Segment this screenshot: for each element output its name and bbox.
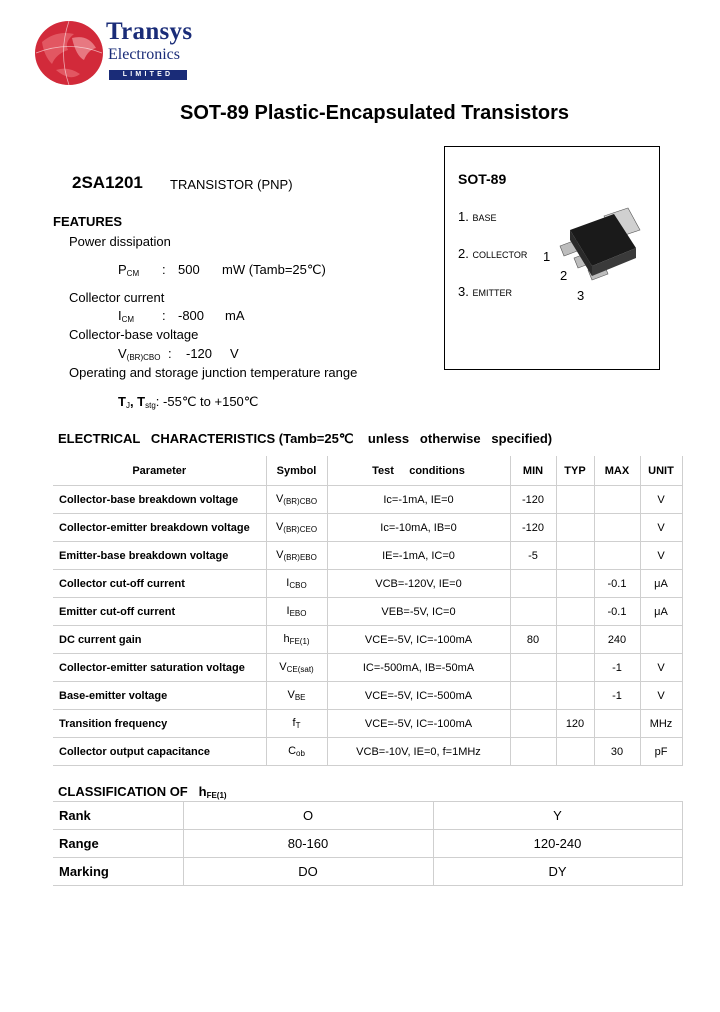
min-cell xyxy=(510,682,556,710)
table-row xyxy=(53,738,682,766)
tj-spec xyxy=(118,394,258,410)
symbol-cell xyxy=(266,682,327,710)
table-row xyxy=(53,598,682,626)
pin-num: 3. xyxy=(458,284,469,299)
unit-cell: V xyxy=(640,486,682,514)
spec-subscript: CM xyxy=(121,315,135,324)
header-parameter: Parameter xyxy=(53,456,266,486)
unit-cell: V xyxy=(640,514,682,542)
vcbo-unit: V xyxy=(230,346,239,361)
symbol-text: V xyxy=(279,661,287,673)
param-cell: Emitter cut-off current xyxy=(53,598,266,626)
class-y-cell: 120-240 xyxy=(433,830,682,858)
company-name: Transys xyxy=(106,18,193,45)
symbol-text: V xyxy=(275,521,284,533)
header-min: MIN xyxy=(510,456,556,486)
pin-name: COLLECTOR xyxy=(472,250,528,260)
collector-base-voltage-label: Collector-base voltage xyxy=(69,327,199,342)
symbol-cell xyxy=(266,542,327,570)
table-row xyxy=(53,542,682,570)
symbol-text: h xyxy=(283,633,290,645)
max-cell xyxy=(594,710,640,738)
document-title: SOT-89 Plastic-Encapsulated Transistors xyxy=(180,102,570,124)
features-heading: FEATURES xyxy=(53,214,123,229)
param-cell: Emitter-base breakdown voltage xyxy=(53,542,266,570)
classification-heading-symbol: h xyxy=(198,784,207,799)
spec-subscript: CM xyxy=(126,269,140,278)
class-label-cell: Marking xyxy=(53,858,183,886)
min-cell xyxy=(510,570,556,598)
symbol-cell xyxy=(266,654,327,682)
param-cell: Transition frequency xyxy=(53,710,266,738)
header-symbol: Symbol xyxy=(266,456,327,486)
symbol-text: f xyxy=(292,717,296,729)
sot89-package-icon xyxy=(540,200,650,300)
pin-3 xyxy=(458,284,512,299)
pcm-spec xyxy=(118,262,139,278)
table-row xyxy=(53,570,682,598)
table-row xyxy=(53,514,682,542)
spec-symbol: P xyxy=(118,262,127,277)
min-cell xyxy=(510,710,556,738)
power-dissipation-label: Power dissipation xyxy=(69,234,171,249)
symbol-subscript: CBO xyxy=(289,581,307,590)
min-cell xyxy=(510,738,556,766)
unit-cell: μA xyxy=(640,598,682,626)
pcm-colon: : xyxy=(162,262,166,277)
spec-symbol: T xyxy=(118,394,126,409)
table-header-row xyxy=(53,456,682,486)
condition-cell: IC=-500mA, IB=-50mA xyxy=(327,654,510,682)
pin-1 xyxy=(458,209,496,224)
condition-cell: Ic=-1mA, IE=0 xyxy=(327,486,510,514)
vcbo-value: -120 xyxy=(186,346,213,361)
icm-value: -800 xyxy=(178,308,205,323)
symbol-cell xyxy=(266,486,327,514)
param-cell: Collector-emitter saturation voltage xyxy=(53,654,266,682)
company-subname: Electronics xyxy=(108,46,180,63)
symbol-subscript: CE(sat) xyxy=(286,665,314,674)
symbol-cell xyxy=(266,710,327,738)
condition-cell: Ic=-10mA, IB=0 xyxy=(327,514,510,542)
max-cell xyxy=(594,486,640,514)
condition-cell: VCE=-5V, IC=-100mA xyxy=(327,710,510,738)
symbol-subscript: BE xyxy=(294,693,306,702)
company-logo-globe-icon xyxy=(34,20,104,86)
pin-label-3: 3 xyxy=(577,288,585,303)
param-cell: Base-emitter voltage xyxy=(53,682,266,710)
symbol-text: V xyxy=(275,493,284,505)
spec-symbol: V xyxy=(118,346,127,361)
table-row xyxy=(53,486,682,514)
part-type: TRANSISTOR (PNP) xyxy=(170,177,293,192)
max-cell xyxy=(594,514,640,542)
unit-cell: V xyxy=(640,682,682,710)
param-cell: Collector-base breakdown voltage xyxy=(53,486,266,514)
symbol-subscript: FE(1) xyxy=(289,637,310,646)
pcm-value: 500 xyxy=(178,262,200,277)
symbol-text: I xyxy=(286,605,290,617)
table-row xyxy=(53,710,682,738)
typ-cell xyxy=(556,626,594,654)
class-o-cell: O xyxy=(183,802,433,830)
unit-cell: V xyxy=(640,542,682,570)
spec-colon: : xyxy=(155,394,160,409)
param-cell: DC current gain xyxy=(53,626,266,654)
symbol-text: C xyxy=(288,745,297,757)
condition-cell: VCB=-120V, IE=0 xyxy=(327,570,510,598)
max-cell: -0.1 xyxy=(594,570,640,598)
condition-cell: IE=-1mA, IC=0 xyxy=(327,542,510,570)
unit-cell xyxy=(640,626,682,654)
company-limited-badge: LIMITED xyxy=(109,70,187,80)
min-cell: -120 xyxy=(510,486,556,514)
symbol-cell xyxy=(266,514,327,542)
package-title: SOT-89 xyxy=(458,171,507,187)
class-y-cell: DY xyxy=(433,858,682,886)
symbol-subscript: EBO xyxy=(289,609,307,618)
typ-cell xyxy=(556,654,594,682)
pin-num: 1. xyxy=(458,209,469,224)
condition-cell: VCE=-5V, IC=-100mA xyxy=(327,626,510,654)
max-cell: 240 xyxy=(594,626,640,654)
min-cell: -5 xyxy=(510,542,556,570)
class-y-cell: Y xyxy=(433,802,682,830)
classification-heading-subscript: FE(1) xyxy=(206,791,227,800)
max-cell: -0.1 xyxy=(594,598,640,626)
param-cell: Collector output capacitance xyxy=(53,738,266,766)
symbol-cell xyxy=(266,738,327,766)
typ-cell: 120 xyxy=(556,710,594,738)
pin-name: EMITTER xyxy=(472,288,512,298)
table-row xyxy=(53,830,682,858)
spec-subscript: (BR)CBO xyxy=(126,353,161,362)
electrical-characteristics-table xyxy=(53,456,683,766)
table-row xyxy=(53,654,682,682)
class-label-cell: Range xyxy=(53,830,183,858)
icm-colon: : xyxy=(162,308,166,323)
vcbo-colon: : xyxy=(168,346,172,361)
symbol-cell xyxy=(266,626,327,654)
pin-2 xyxy=(458,246,527,261)
temperature-range-label: Operating and storage junction temperature range xyxy=(69,365,358,380)
symbol-subscript: (BR)CEO xyxy=(283,525,318,534)
condition-cell: VEB=-5V, IC=0 xyxy=(327,598,510,626)
symbol-subscript: ob xyxy=(296,749,305,758)
classification-heading xyxy=(58,784,227,800)
min-cell: -120 xyxy=(510,514,556,542)
class-o-cell: DO xyxy=(183,858,433,886)
typ-cell xyxy=(556,514,594,542)
electrical-heading: ELECTRICAL CHARACTERISTICS (Tamb=25℃ unless otherwise specified) xyxy=(58,431,553,446)
table-row xyxy=(53,858,682,886)
typ-cell xyxy=(556,682,594,710)
typ-cell xyxy=(556,570,594,598)
max-cell: 30 xyxy=(594,738,640,766)
param-cell: Collector-emitter breakdown voltage xyxy=(53,514,266,542)
table-row xyxy=(53,802,682,830)
class-label-cell: Rank xyxy=(53,802,183,830)
class-o-cell: 80-160 xyxy=(183,830,433,858)
table-row xyxy=(53,682,682,710)
max-cell xyxy=(594,542,640,570)
min-cell: 80 xyxy=(510,626,556,654)
min-cell xyxy=(510,598,556,626)
spec-symbol: I xyxy=(118,308,122,323)
unit-cell: pF xyxy=(640,738,682,766)
min-cell xyxy=(510,654,556,682)
max-cell: -1 xyxy=(594,654,640,682)
spec-subscript: J xyxy=(125,401,130,410)
typ-cell xyxy=(556,598,594,626)
icm-spec xyxy=(118,308,134,324)
header-typ: TYP xyxy=(556,456,594,486)
part-number: 2SA1201 xyxy=(72,173,143,192)
pin-label-1: 1 xyxy=(543,249,551,264)
symbol-cell xyxy=(266,570,327,598)
collector-current-label: Collector current xyxy=(69,290,165,305)
typ-cell xyxy=(556,738,594,766)
header-test-conditions: Test conditions xyxy=(327,456,510,486)
header-unit: UNIT xyxy=(640,456,682,486)
spec-subscript: stg xyxy=(145,401,156,410)
vcbo-spec xyxy=(118,346,160,362)
typ-cell xyxy=(556,486,594,514)
unit-cell: MHz xyxy=(640,710,682,738)
unit-cell: μA xyxy=(640,570,682,598)
symbol-subscript: (BR)EBO xyxy=(283,553,317,562)
classification-heading-text: CLASSIFICATION OF xyxy=(58,784,188,799)
symbol-subscript: (BR)CBO xyxy=(283,497,318,506)
symbol-cell xyxy=(266,598,327,626)
param-cell: Collector cut-off current xyxy=(53,570,266,598)
unit-cell: V xyxy=(640,654,682,682)
typ-cell xyxy=(556,542,594,570)
table-row xyxy=(53,626,682,654)
classification-table xyxy=(53,801,683,886)
spec-separator: , T xyxy=(129,394,146,409)
spec-value: -55℃ to +150℃ xyxy=(163,394,259,409)
pin-label-2: 2 xyxy=(560,268,568,283)
pin-name: BASE xyxy=(472,213,497,223)
condition-cell: VCE=-5V, IC=-500mA xyxy=(327,682,510,710)
pin-num: 2. xyxy=(458,246,469,261)
symbol-text: I xyxy=(286,577,290,589)
symbol-text: V xyxy=(287,689,295,701)
condition-cell: VCB=-10V, IE=0, f=1MHz xyxy=(327,738,510,766)
header-max: MAX xyxy=(594,456,640,486)
max-cell: -1 xyxy=(594,682,640,710)
pcm-unit: mW (Tamb=25℃) xyxy=(222,262,326,277)
symbol-text: V xyxy=(276,549,284,561)
symbol-subscript: T xyxy=(295,721,301,730)
icm-unit: mA xyxy=(225,308,245,323)
